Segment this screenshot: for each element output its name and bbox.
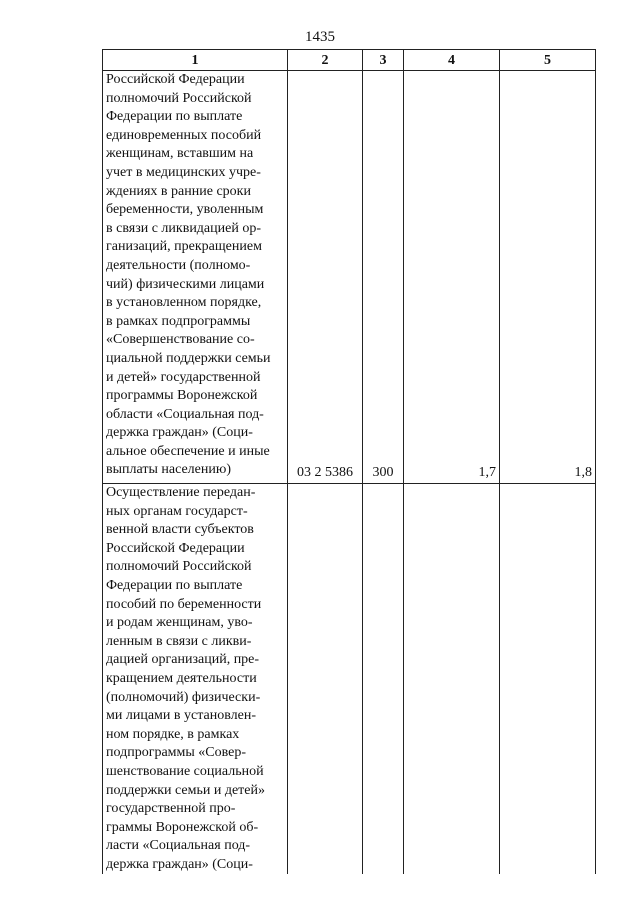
description-line: Осуществление передан- <box>106 485 256 500</box>
description-line: чий) физическими лицами <box>106 276 265 292</box>
description-line: ганизаций, прекращением <box>106 239 262 255</box>
description-line: Федерации по выплате <box>106 577 243 593</box>
description-line: дацией организаций, пре- <box>106 652 260 668</box>
description-line: Российской Федерации <box>106 72 245 87</box>
description-line: граммы Воронежской об- <box>106 819 259 835</box>
description-line: Федерации по выплате <box>106 109 243 125</box>
description-line: деятельности (полномо- <box>106 257 251 273</box>
table-row <box>103 71 596 484</box>
description-line: полномочий Российской <box>106 559 252 575</box>
description-line: беременности, уволенным <box>106 202 264 218</box>
budget-table <box>102 49 596 874</box>
description-line: и родам женщинам, уво- <box>106 615 253 631</box>
description-line: программы Воронежской <box>106 388 258 404</box>
description-line: шенствование социальной <box>106 763 264 779</box>
table-row <box>103 484 596 875</box>
description-line: в связи с ликвидацией ор- <box>106 220 261 236</box>
row-value-5 <box>500 484 596 875</box>
header-col-5: 5 <box>500 50 596 71</box>
description-line: циальной поддержки семьи <box>106 350 271 366</box>
row-type: 300 <box>363 71 404 484</box>
row-type <box>363 484 404 875</box>
description-line: единовременных пособий <box>106 127 262 143</box>
description-line: учет в медицинских учре- <box>106 164 261 180</box>
row-code: 03 2 5386 <box>288 71 363 484</box>
description-line: и детей» государственной <box>106 369 261 385</box>
description-line: ласти «Социальная под- <box>106 838 251 854</box>
header-col-2: 2 <box>288 50 363 71</box>
description-line: государственной про- <box>106 801 236 817</box>
row-value-4 <box>404 484 500 875</box>
description-line: венной власти субъектов <box>106 522 254 538</box>
description-line: области «Социальная под- <box>106 406 264 422</box>
page-number: 1435 <box>305 29 335 45</box>
description-line: Российской Федерации <box>106 540 245 556</box>
description-line: ми лицами в установлен- <box>106 708 256 724</box>
description-line: альное обеспечение и иные <box>106 443 270 459</box>
description-line: ном порядке, в рамках <box>106 726 240 742</box>
row-description <box>103 71 288 484</box>
description-line: держка граждан» (Соци- <box>106 856 253 872</box>
description-line: ных органам государст- <box>106 503 248 519</box>
description-line: женщинам, вставшим на <box>106 146 254 162</box>
description-line: (полномочий) физически- <box>106 689 261 705</box>
row-value-4: 1,7 <box>404 71 500 484</box>
description-line: поддержки семьи и детей» <box>106 782 266 798</box>
row-code <box>288 484 363 875</box>
header-col-3: 3 <box>363 50 404 71</box>
description-line: выплаты населению) <box>106 462 231 478</box>
description-line: пособий по беременности <box>106 596 262 612</box>
description-line: подпрограммы «Совер- <box>106 745 247 761</box>
header-row <box>103 50 596 71</box>
description-line: «Совершенствование со- <box>106 332 255 348</box>
description-line: кращением деятельности <box>106 670 257 686</box>
description-line: в установленном порядке, <box>106 295 262 311</box>
header-col-1: 1 <box>103 50 288 71</box>
description-line: ждениях в ранние сроки <box>106 183 251 199</box>
description-line: держка граждан» (Соци- <box>106 425 253 441</box>
description-line: полномочий Российской <box>106 90 252 106</box>
header-col-4: 4 <box>404 50 500 71</box>
row-value-5: 1,8 <box>500 71 596 484</box>
row-description <box>103 484 288 875</box>
description-line: в рамках подпрограммы <box>106 313 251 329</box>
description-line: ленным в связи с ликви- <box>106 633 252 649</box>
